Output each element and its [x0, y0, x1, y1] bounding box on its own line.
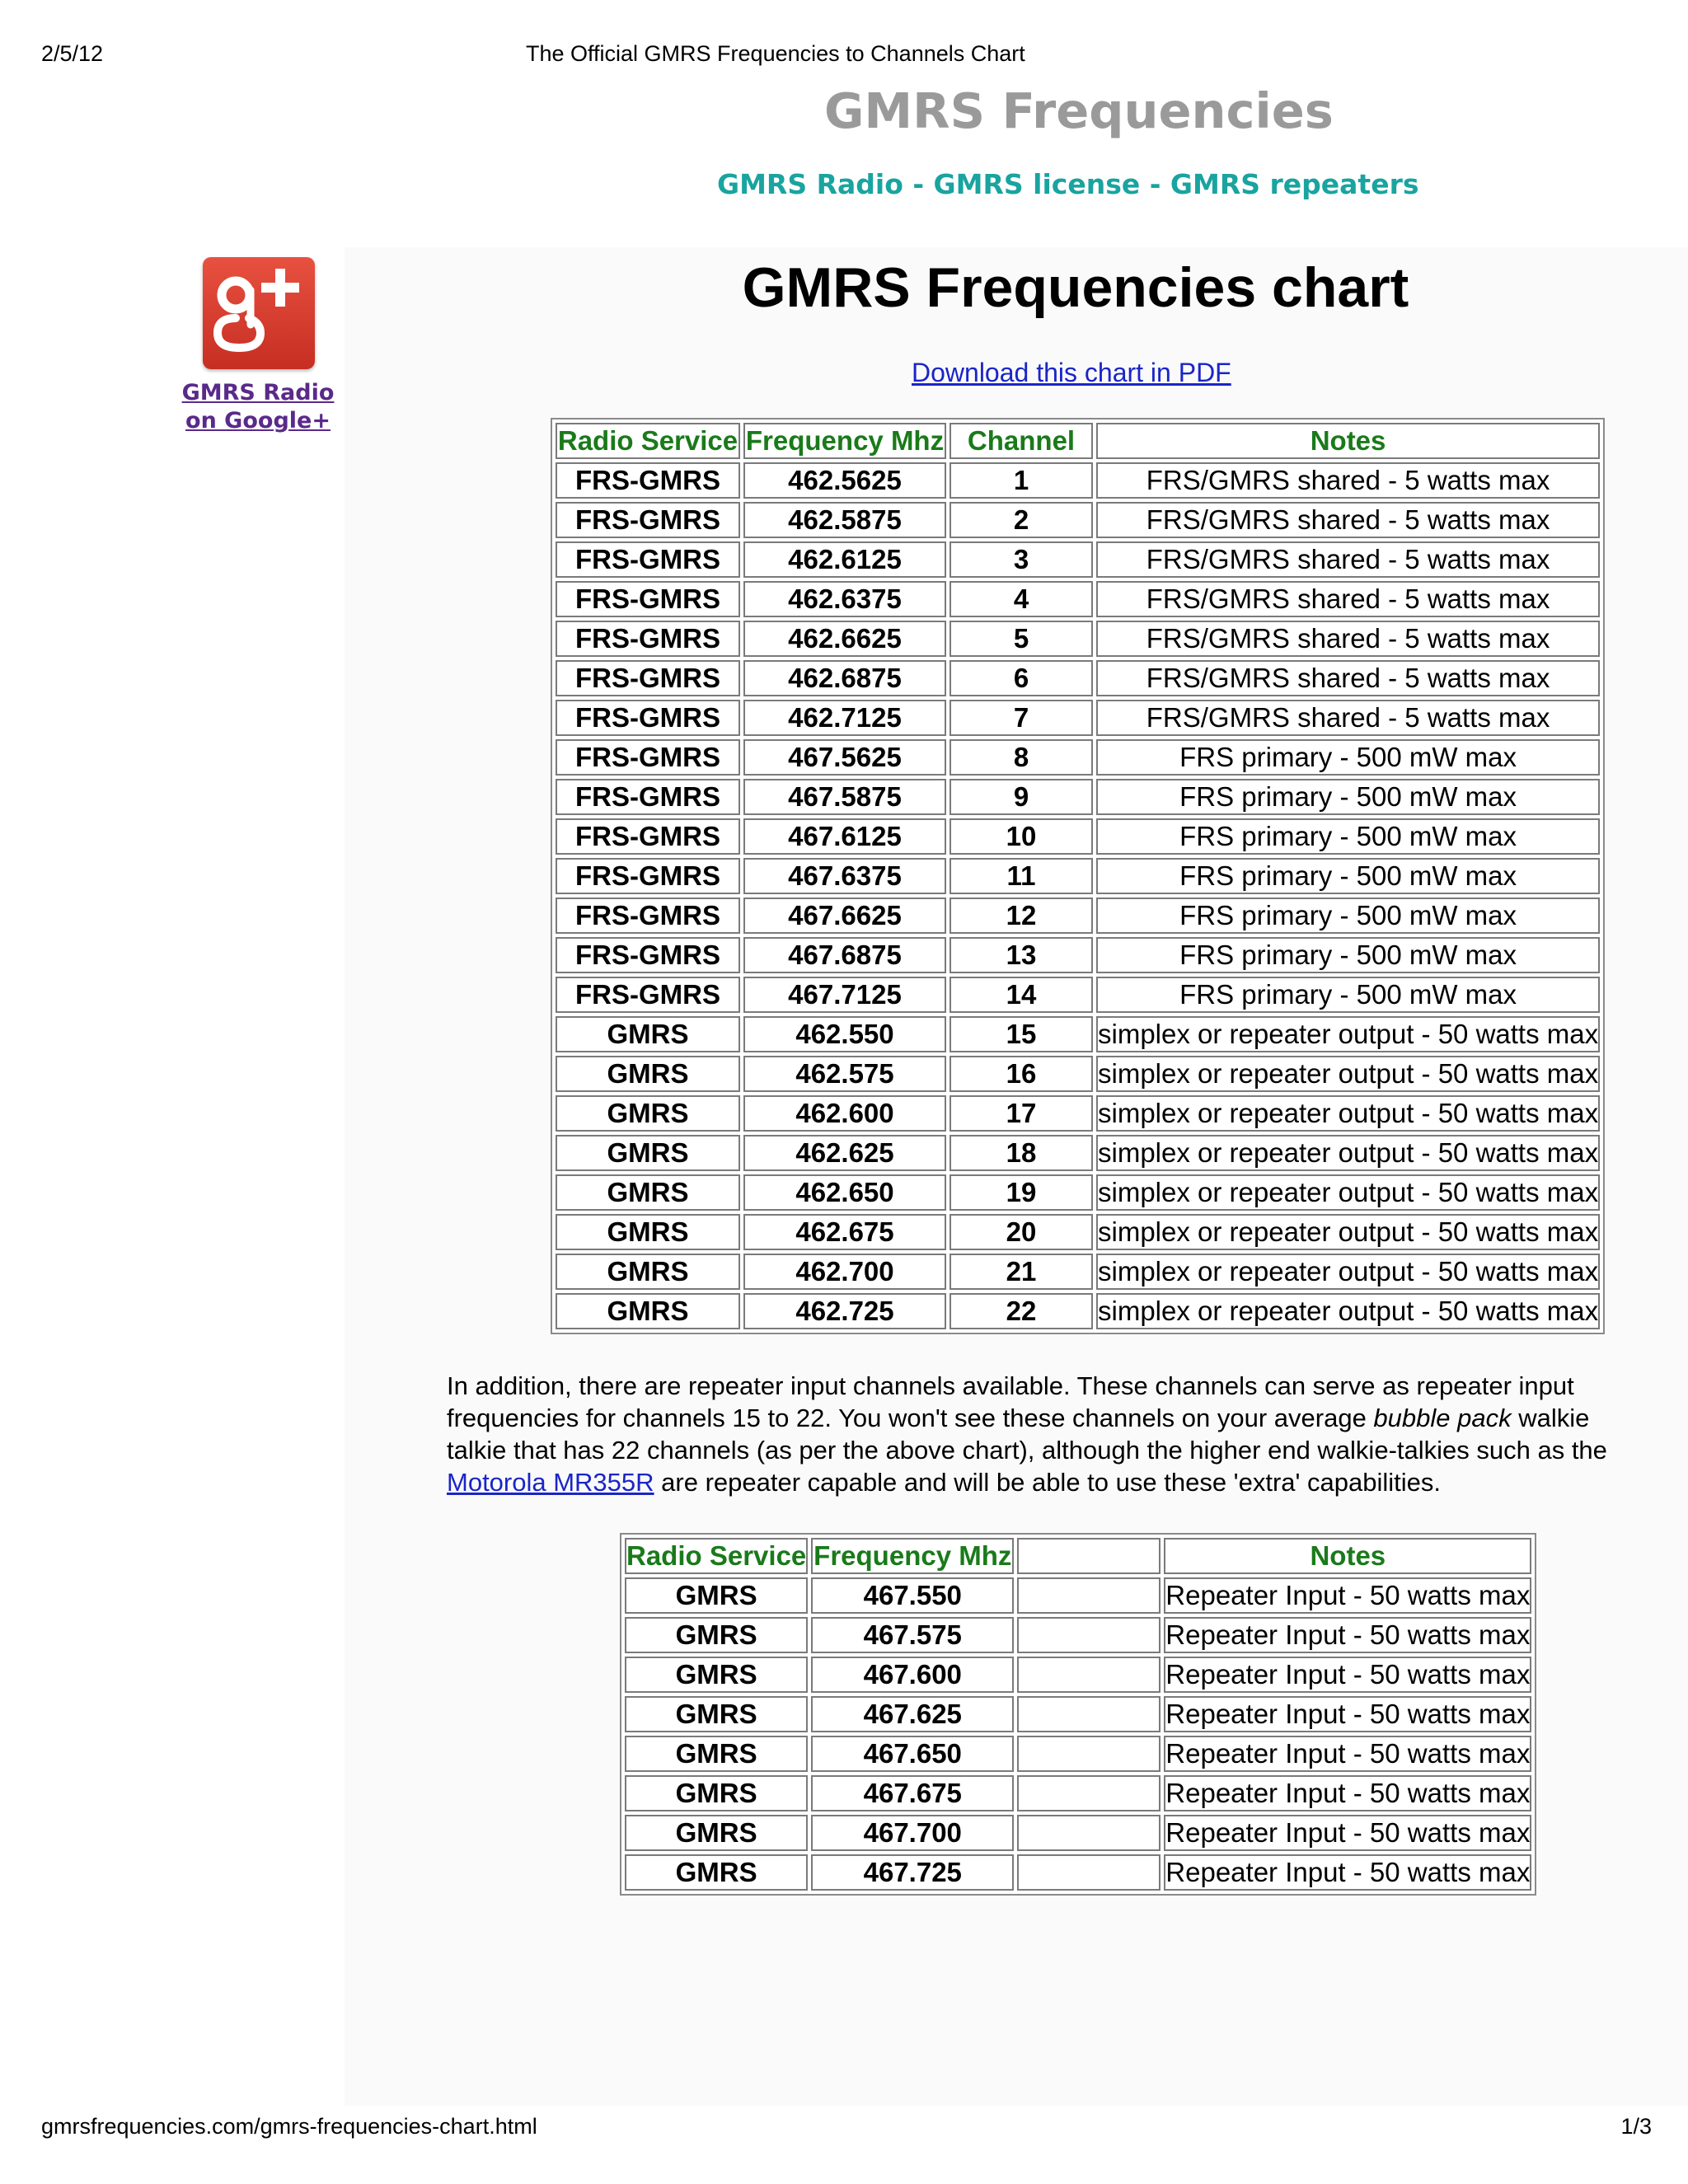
- table-row: [625, 1854, 1531, 1891]
- table-row: [556, 462, 1600, 499]
- channel-cell: 9: [950, 779, 1093, 815]
- service-cell: GMRS: [556, 1016, 740, 1052]
- frequency-cell: 467.650: [811, 1736, 1014, 1772]
- notes-cell: Repeater Input - 50 watts max: [1164, 1815, 1531, 1851]
- service-cell: FRS-GMRS: [556, 977, 740, 1013]
- channel-cell: 1: [950, 462, 1093, 499]
- service-cell: GMRS: [625, 1617, 808, 1653]
- table-row: [556, 1214, 1600, 1250]
- channel-cell: 13: [950, 937, 1093, 973]
- frequency-cell: 462.575: [743, 1056, 946, 1092]
- table-row: [556, 1254, 1600, 1290]
- notes-cell: FRS/GMRS shared - 5 watts max: [1096, 541, 1600, 578]
- notes-cell: FRS primary - 500 mW max: [1096, 739, 1600, 776]
- table-row: [625, 1577, 1531, 1614]
- paragraph-line: [447, 1466, 1688, 1498]
- channel-cell: 14: [950, 977, 1093, 1013]
- service-cell: GMRS: [625, 1815, 808, 1851]
- notes-cell: FRS primary - 500 mW max: [1096, 898, 1600, 934]
- site-title: GMRS Frequencies: [824, 82, 1334, 139]
- frequency-cell: 467.6875: [743, 937, 946, 973]
- notes-cell: FRS primary - 500 mW max: [1096, 858, 1600, 894]
- print-date: 2/5/12: [41, 41, 104, 66]
- channel-cell: 2: [950, 502, 1093, 538]
- service-cell: FRS-GMRS: [556, 700, 740, 736]
- column-header: Radio Service: [625, 1538, 808, 1574]
- table-row: [556, 818, 1600, 855]
- paragraph-line: In addition, there are repeater input channels available. These channels can serve as repeater input: [447, 1371, 1574, 1400]
- column-header: Channel: [950, 423, 1093, 459]
- print-page-number: 1/3: [1620, 2114, 1652, 2139]
- table-row: [556, 1016, 1600, 1052]
- channel-cell: 7: [950, 700, 1093, 736]
- channel-cell: 11: [950, 858, 1093, 894]
- motorola-mr355r-link[interactable]: Motorola MR355R: [447, 1468, 654, 1497]
- notes-cell: FRS primary - 500 mW max: [1096, 977, 1600, 1013]
- google-plus-link[interactable]: [181, 379, 335, 435]
- service-cell: FRS-GMRS: [556, 462, 740, 499]
- channel-cell: [1017, 1696, 1160, 1732]
- service-cell: GMRS: [556, 1214, 740, 1250]
- print-page-title: The Official GMRS Frequencies to Channels Chart: [526, 41, 1025, 66]
- table-row: [556, 1056, 1600, 1092]
- table-row: [556, 858, 1600, 894]
- column-header: [1017, 1538, 1160, 1574]
- channel-cell: 16: [950, 1056, 1093, 1092]
- notes-cell: FRS/GMRS shared - 5 watts max: [1096, 660, 1600, 696]
- channel-cell: 4: [950, 581, 1093, 617]
- frequency-cell: 462.600: [743, 1095, 946, 1132]
- service-cell: GMRS: [556, 1135, 740, 1171]
- frequency-cell: 467.5625: [743, 739, 946, 776]
- channel-cell: 3: [950, 541, 1093, 578]
- frequency-cell: 462.675: [743, 1214, 946, 1250]
- service-cell: FRS-GMRS: [556, 937, 740, 973]
- table-row: [556, 1095, 1600, 1132]
- notes-cell: Repeater Input - 50 watts max: [1164, 1854, 1531, 1891]
- frequency-cell: 462.625: [743, 1135, 946, 1171]
- channel-cell: [1017, 1617, 1160, 1653]
- page-title: GMRS Frequencies chart: [742, 256, 1409, 319]
- service-cell: FRS-GMRS: [556, 660, 740, 696]
- notes-cell: simplex or repeater output - 50 watts max: [1096, 1254, 1600, 1290]
- channel-cell: 6: [950, 660, 1093, 696]
- table-row: [556, 660, 1600, 696]
- channel-cell: 21: [950, 1254, 1093, 1290]
- service-cell: GMRS: [625, 1775, 808, 1811]
- table-row: [556, 700, 1600, 736]
- service-cell: GMRS: [556, 1254, 740, 1290]
- service-cell: FRS-GMRS: [556, 818, 740, 855]
- frequency-cell: 467.575: [811, 1617, 1014, 1653]
- notes-cell: simplex or repeater output - 50 watts max: [1096, 1016, 1600, 1052]
- frequency-table: [551, 418, 1605, 1334]
- frequency-cell: 467.6125: [743, 818, 946, 855]
- table-row: [556, 1135, 1600, 1171]
- table-row: [625, 1617, 1531, 1653]
- google-plus-link-line1: GMRS Radio: [181, 380, 335, 405]
- channel-cell: [1017, 1775, 1160, 1811]
- service-cell: FRS-GMRS: [556, 621, 740, 657]
- notes-cell: Repeater Input - 50 watts max: [1164, 1577, 1531, 1614]
- frequency-cell: 462.650: [743, 1174, 946, 1211]
- column-header: Radio Service: [556, 423, 740, 459]
- service-cell: FRS-GMRS: [556, 541, 740, 578]
- service-cell: GMRS: [556, 1056, 740, 1092]
- channel-cell: 17: [950, 1095, 1093, 1132]
- channel-cell: 12: [950, 898, 1093, 934]
- service-cell: FRS-GMRS: [556, 779, 740, 815]
- notes-cell: FRS/GMRS shared - 5 watts max: [1096, 502, 1600, 538]
- notes-cell: FRS primary - 500 mW max: [1096, 779, 1600, 815]
- repeater-paragraph: [447, 1370, 1688, 1502]
- table-row: [556, 898, 1600, 934]
- notes-cell: Repeater Input - 50 watts max: [1164, 1775, 1531, 1811]
- notes-cell: simplex or repeater output - 50 watts max: [1096, 1095, 1600, 1132]
- notes-cell: FRS/GMRS shared - 5 watts max: [1096, 462, 1600, 499]
- table-row: [556, 1293, 1600, 1329]
- frequency-cell: 462.6875: [743, 660, 946, 696]
- paragraph-text: walkie: [1511, 1404, 1590, 1432]
- notes-cell: FRS/GMRS shared - 5 watts max: [1096, 581, 1600, 617]
- service-cell: FRS-GMRS: [556, 581, 740, 617]
- channel-cell: [1017, 1854, 1160, 1891]
- notes-cell: simplex or repeater output - 50 watts max: [1096, 1174, 1600, 1211]
- channel-cell: 15: [950, 1016, 1093, 1052]
- download-pdf-link[interactable]: Download this chart in PDF: [912, 358, 1231, 387]
- notes-cell: FRS/GMRS shared - 5 watts max: [1096, 700, 1600, 736]
- table-header-row: [625, 1538, 1531, 1574]
- table-row: [556, 739, 1600, 776]
- notes-cell: FRS primary - 500 mW max: [1096, 937, 1600, 973]
- service-cell: FRS-GMRS: [556, 502, 740, 538]
- table-row: [556, 937, 1600, 973]
- frequency-cell: 462.6375: [743, 581, 946, 617]
- notes-cell: FRS primary - 500 mW max: [1096, 818, 1600, 855]
- frequency-cell: 462.5875: [743, 502, 946, 538]
- frequency-cell: 467.625: [811, 1696, 1014, 1732]
- table-row: [556, 779, 1600, 815]
- channel-cell: 19: [950, 1174, 1093, 1211]
- frequency-cell: 467.550: [811, 1577, 1014, 1614]
- frequency-cell: 467.725: [811, 1854, 1014, 1891]
- repeater-input-table: [620, 1533, 1536, 1896]
- notes-cell: Repeater Input - 50 watts max: [1164, 1736, 1531, 1772]
- column-header: Frequency Mhz: [811, 1538, 1014, 1574]
- paragraph-line: [447, 1402, 1688, 1434]
- notes-cell: simplex or repeater output - 50 watts max: [1096, 1214, 1600, 1250]
- table-row: [625, 1696, 1531, 1732]
- notes-cell: Repeater Input - 50 watts max: [1164, 1696, 1531, 1732]
- table-header-row: [556, 423, 1600, 459]
- frequency-cell: 462.7125: [743, 700, 946, 736]
- paragraph-emphasis: bubble pack: [1373, 1404, 1512, 1432]
- notes-cell: simplex or repeater output - 50 watts max: [1096, 1135, 1600, 1171]
- google-plus-link-line2: on Google+: [185, 408, 331, 434]
- service-cell: FRS-GMRS: [556, 858, 740, 894]
- frequency-cell: 467.5875: [743, 779, 946, 815]
- service-cell: GMRS: [556, 1095, 740, 1132]
- column-header: Notes: [1164, 1538, 1531, 1574]
- frequency-cell: 462.6125: [743, 541, 946, 578]
- table-row: [556, 1174, 1600, 1211]
- table-row: [556, 581, 1600, 617]
- service-cell: FRS-GMRS: [556, 739, 740, 776]
- service-cell: GMRS: [625, 1854, 808, 1891]
- channel-cell: 22: [950, 1293, 1093, 1329]
- column-header: Notes: [1096, 423, 1600, 459]
- table-row: [556, 541, 1600, 578]
- table-row: [625, 1736, 1531, 1772]
- table-row: [556, 502, 1600, 538]
- frequency-cell: 467.700: [811, 1815, 1014, 1851]
- channel-cell: 5: [950, 621, 1093, 657]
- notes-cell: Repeater Input - 50 watts max: [1164, 1657, 1531, 1693]
- channel-cell: 8: [950, 739, 1093, 776]
- table-row: [556, 977, 1600, 1013]
- column-header: Frequency Mhz: [743, 423, 946, 459]
- frequency-cell: 467.7125: [743, 977, 946, 1013]
- print-url: gmrsfrequencies.com/gmrs-frequencies-chart.html: [41, 2114, 537, 2139]
- service-cell: GMRS: [556, 1293, 740, 1329]
- notes-cell: simplex or repeater output - 50 watts max: [1096, 1293, 1600, 1329]
- frequency-cell: 467.6625: [743, 898, 946, 934]
- paragraph-text: are repeater capable and will be able to use these 'extra' capabilities.: [654, 1468, 1442, 1497]
- channel-cell: 20: [950, 1214, 1093, 1250]
- table-row: [625, 1815, 1531, 1851]
- paragraph-text: frequencies for channels 15 to 22. You won't see these channels on your average: [447, 1404, 1374, 1432]
- notes-cell: Repeater Input - 50 watts max: [1164, 1617, 1531, 1653]
- service-cell: GMRS: [625, 1657, 808, 1693]
- paragraph-line: talkie that has 22 channels (as per the above chart), although the higher end walkie-talkies such as the: [447, 1436, 1607, 1465]
- table-row: [625, 1775, 1531, 1811]
- frequency-cell: 467.675: [811, 1775, 1014, 1811]
- channel-cell: [1017, 1815, 1160, 1851]
- channel-cell: 10: [950, 818, 1093, 855]
- channel-cell: [1017, 1657, 1160, 1693]
- channel-cell: 18: [950, 1135, 1093, 1171]
- notes-cell: simplex or repeater output - 50 watts max: [1096, 1056, 1600, 1092]
- table-row: [625, 1657, 1531, 1693]
- frequency-cell: 467.6375: [743, 858, 946, 894]
- frequency-cell: 462.6625: [743, 621, 946, 657]
- service-cell: GMRS: [625, 1696, 808, 1732]
- service-cell: GMRS: [625, 1736, 808, 1772]
- channel-cell: [1017, 1736, 1160, 1772]
- frequency-cell: 462.5625: [743, 462, 946, 499]
- service-cell: FRS-GMRS: [556, 898, 740, 934]
- frequency-cell: 462.700: [743, 1254, 946, 1290]
- frequency-cell: 462.725: [743, 1293, 946, 1329]
- service-cell: GMRS: [556, 1174, 740, 1211]
- service-cell: GMRS: [625, 1577, 808, 1614]
- frequency-cell: 467.600: [811, 1657, 1014, 1693]
- table-row: [556, 621, 1600, 657]
- channel-cell: [1017, 1577, 1160, 1614]
- frequency-cell: 462.550: [743, 1016, 946, 1052]
- site-tagline-nav[interactable]: GMRS Radio - GMRS license - GMRS repeaters: [717, 168, 1419, 200]
- notes-cell: FRS/GMRS shared - 5 watts max: [1096, 621, 1600, 657]
